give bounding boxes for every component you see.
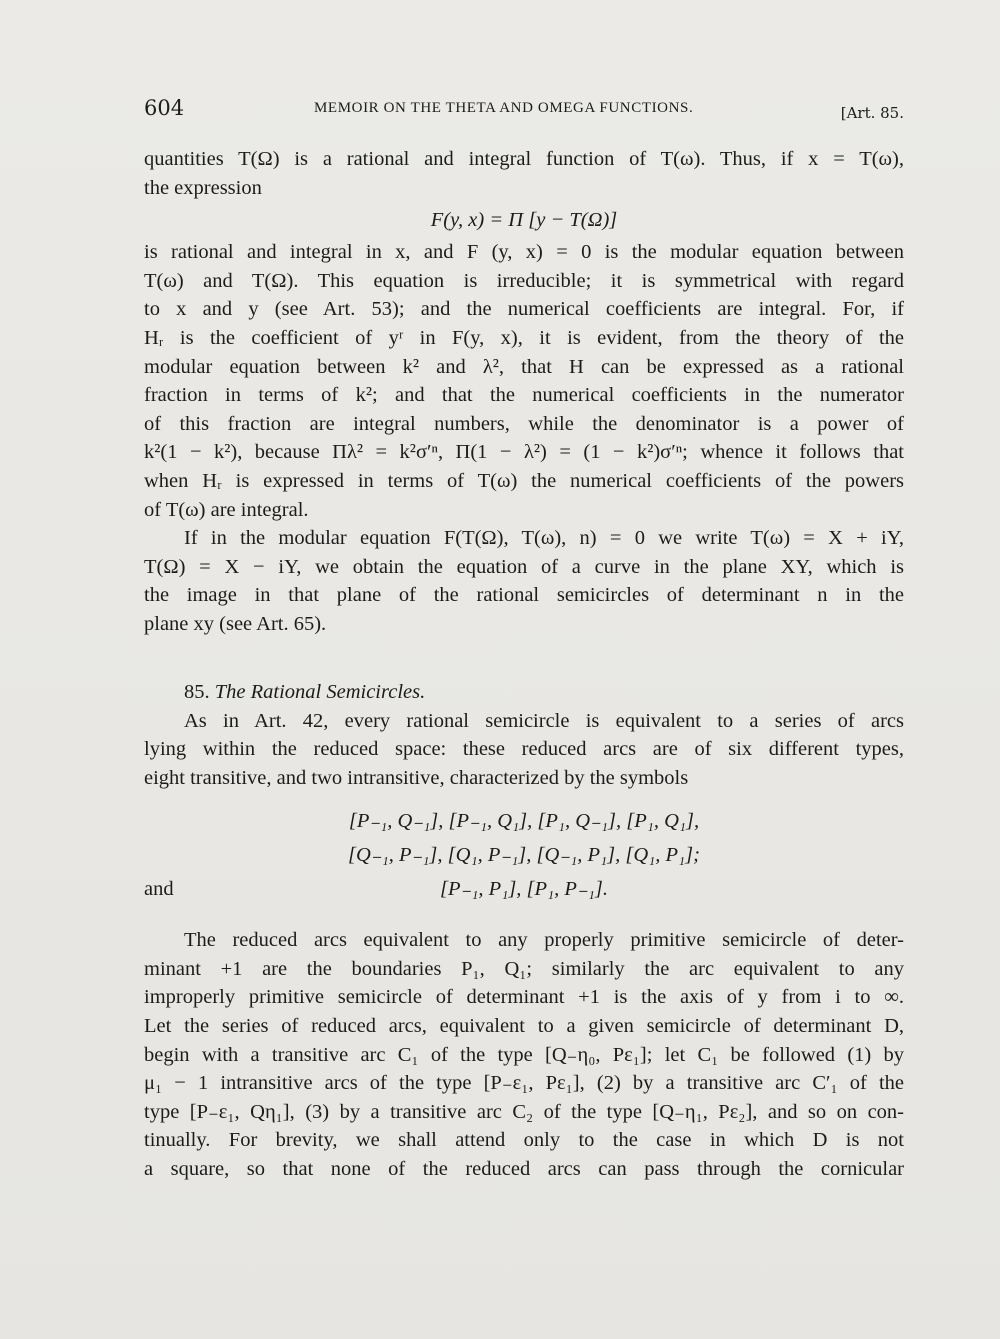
body-text bbox=[144, 145, 904, 1184]
text-line: fraction in terms of k²; and that the numerical coefficients in the numerator bbox=[144, 384, 904, 407]
article-reference: [Art. 85. bbox=[840, 104, 904, 122]
text-line: type [P₋ε₁, Qη₁], (3) by a transitive arc C₂ of the type [Q₋η₁, Pε₂], and so on con- bbox=[144, 1100, 904, 1123]
text-line: T(ω) and T(Ω). This equation is irreducible; it is symmetrical with regard bbox=[144, 269, 904, 292]
symbol-list-and bbox=[144, 872, 904, 906]
section-number: 85. bbox=[184, 680, 210, 703]
running-title: MEMOIR ON THE THETA AND OMEGA FUNCTIONS. bbox=[314, 100, 694, 116]
text-line: k²(1 − k²), because Πλ² = k²σ′ⁿ, Π(1 − λ²) = (1 − k²)σ′ⁿ; whence it follows that bbox=[144, 441, 904, 464]
text-line: eight transitive, and two intransitive, characterized by the symbols bbox=[144, 766, 689, 789]
text-line: the image in that plane of the rational semicircles of determinant n in the bbox=[144, 584, 904, 607]
text-line: tinually. For brevity, we shall attend only to the case in which D is not bbox=[144, 1129, 904, 1152]
text-line: T(Ω) = X − iY, we obtain the equation of a curve in the plane XY, which is bbox=[144, 555, 904, 578]
and-label: and bbox=[144, 878, 174, 901]
text-line: of this fraction are integral numbers, while the denominator is a power of bbox=[144, 412, 904, 435]
section-heading bbox=[144, 677, 904, 707]
symbol-list: [Q₋₁, P₋₁], [Q₁, P₋₁], [Q₋₁, P₁], [Q₁, P₁]; bbox=[347, 844, 700, 867]
text-line: the expression bbox=[144, 176, 262, 199]
section-title: The Rational Semicircles. bbox=[214, 680, 426, 703]
text-line: a square, so that none of the reduced arcs can pass through the cornicular bbox=[144, 1158, 904, 1181]
text-line: improperly primitive semicircle of determinant +1 is the axis of y from i to ∞. bbox=[144, 986, 904, 1009]
text-line: quantities T(Ω) is a rational and integral function of T(ω). Thus, if x = T(ω), bbox=[144, 148, 904, 170]
text-line: Let the series of reduced arcs, equivalent to a given semicircle of determinant D, bbox=[144, 1015, 904, 1038]
text-line: μ₁ − 1 intransitive arcs of the type [P₋ε₁, Pε₁], (2) by a transitive arc C′₁ of the bbox=[144, 1072, 904, 1095]
text-line: modular equation between k² and λ², that H can be expressed as a rational bbox=[144, 355, 904, 378]
text-line: is rational and integral in x, and F (y, x) = 0 is the modular equation between bbox=[144, 241, 904, 264]
symbol-list: [P₋₁, Q₋₁], [P₋₁, Q₁], [P₁, Q₋₁], [P₁, Q₁], bbox=[348, 810, 700, 833]
text-line: The reduced arcs equivalent to any properly primitive semicircle of deter- bbox=[184, 929, 904, 952]
text-line: minant +1 are the boundaries P₁, Q₁; similarly the arc equivalent to any bbox=[144, 957, 904, 980]
text-line: plane xy (see Art. 65). bbox=[144, 612, 327, 635]
text-line: lying within the reduced space: these reduced arcs are of six different types, bbox=[144, 738, 904, 761]
equation: F(y, x) = Π [y − T(Ω)] bbox=[430, 209, 618, 232]
text-line: when Hᵣ is expressed in terms of T(ω) the numerical coefficients of the powers bbox=[144, 469, 904, 492]
text-line: If in the modular equation F(T(Ω), T(ω), n) = 0 we write T(ω) = X + iY, bbox=[184, 527, 904, 550]
text-line: of T(ω) are integral. bbox=[144, 498, 309, 521]
text-line: Hᵣ is the coefficient of yʳ in F(y, x), it is evident, from the theory of the bbox=[144, 326, 904, 349]
text-line: begin with a transitive arc C₁ of the type [Q₋η₀, Pε₁]; let C₁ be followed (1) by bbox=[144, 1043, 904, 1066]
text-line: to x and y (see Art. 53); and the numerical coefficients are integral. For, if bbox=[144, 298, 904, 321]
running-head bbox=[144, 96, 904, 126]
symbol-list: [P₋₁, P₁], [P₁, P₋₁]. bbox=[439, 878, 609, 901]
page-number: 604 bbox=[144, 96, 185, 120]
text-line: As in Art. 42, every rational semicircle is equivalent to a series of arcs bbox=[184, 709, 904, 732]
